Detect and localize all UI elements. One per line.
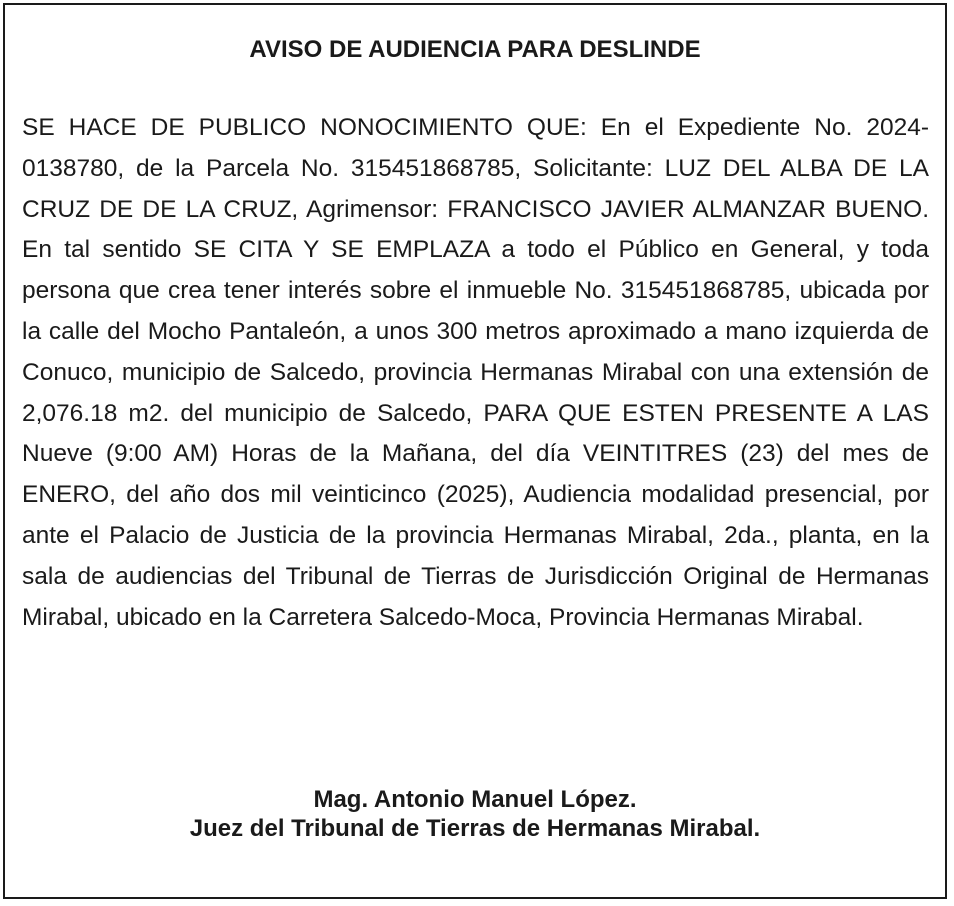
signature-block bbox=[5, 785, 945, 843]
signature-name: Mag. Antonio Manuel López. bbox=[313, 786, 637, 813]
notice-frame bbox=[3, 3, 947, 899]
notice-title: AVISO DE AUDIENCIA PARA DESLINDE bbox=[249, 36, 701, 63]
signature-title: Juez del Tribunal de Tierras de Hermanas Mirabal. bbox=[189, 815, 761, 842]
notice-body: SE HACE DE PUBLICO NONOCIMIENTO QUE: En el Expediente No. 2024-0138780, de la Parcela No. 315451868785, Solicitante: LUZ DEL ALBA DE LA CRUZ DE DE LA CRUZ, Agrimensor: FRANCISCO JAVIER ALMANZAR BUENO. En tal sentido SE CITA Y SE EMPLAZA a todo el Público en General, y toda persona que crea tener interés sobre el inmueble No. 315451868785, ubicada por la calle del Mocho Pantaleón, a unos 300 metros aproximado a mano izquierda de Conuco, municipio de Salcedo, provincia Hermanas Mirabal con una extensión de 2,076.18 m2. del municipio de Salcedo, PARA QUE ESTEN PRESENTE A LAS Nueve (9:00 AM) Horas de la Mañana, del día VEINTITRES (23) del mes de ENERO, del año dos mil veinticinco (2025), Audiencia modalidad presencial, por ante el Palacio de Justicia de la provincia Hermanas Mirabal, 2da., planta, en la sala de audiencias del Tribunal de Tierras de Jurisdicción Original de Hermanas Mirabal, ubicado en la Carretera Salcedo-Moca, Provincia Hermanas Mirabal. bbox=[22, 114, 929, 631]
